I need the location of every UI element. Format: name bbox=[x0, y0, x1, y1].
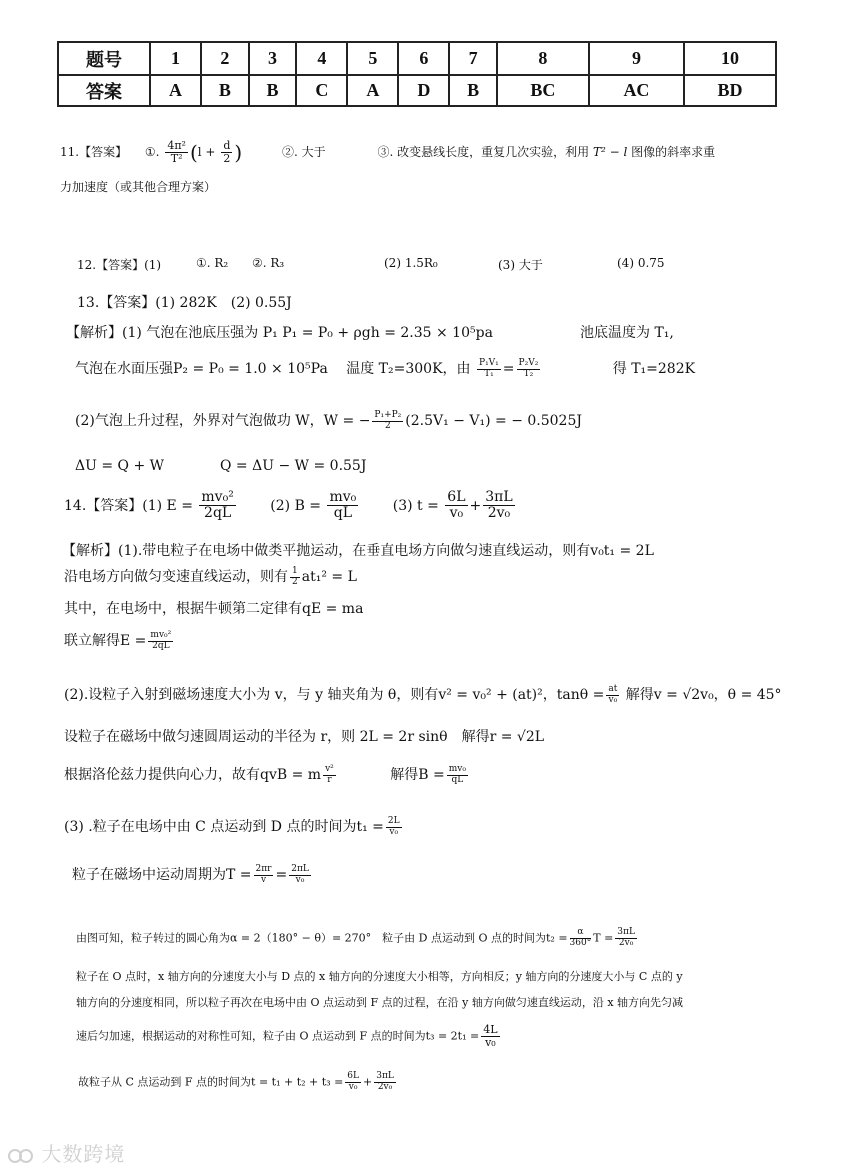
table-cell: 8 bbox=[497, 42, 589, 75]
q14-s10-num1: α bbox=[570, 928, 592, 939]
q13-line3 bbox=[75, 410, 582, 431]
q14-ans-c-frac1 bbox=[445, 490, 467, 522]
q14-s1: 【解析】(1).带电粒子在电场中做类平抛运动，在垂直电场方向做匀速直线运动，则有v₀t₁ = 2L bbox=[62, 543, 654, 559]
table-cell: A bbox=[150, 75, 201, 106]
q14-ans-a-den: 2qL bbox=[204, 505, 232, 522]
q11-part2: ②. 大于 bbox=[282, 145, 326, 160]
q14-s10-b: T = bbox=[593, 931, 614, 945]
q14-s5-num: at bbox=[608, 683, 618, 694]
q14-s8-a: (3) .粒子在电场中由 C 点运动到 D 点的时间为t₁ = bbox=[64, 819, 384, 835]
q14-s4 bbox=[64, 630, 175, 651]
q14-s2 bbox=[64, 566, 357, 587]
q14-s14-frac2 bbox=[374, 1072, 396, 1093]
q14-answer bbox=[64, 490, 517, 522]
q14-s13-a: 速后匀加速，根据运动的对称性可知，粒子由 O 点运动到 F 点的时间为t₃ = 2t₁ = bbox=[76, 1029, 480, 1043]
q14-ans-b-num: mv₀ bbox=[329, 489, 357, 505]
q14-s14-frac1 bbox=[345, 1072, 361, 1093]
q14-s10 bbox=[76, 928, 639, 949]
q13-frac3-num: P₁+P₂ bbox=[374, 409, 402, 420]
q14-s4-den: 2qL bbox=[152, 640, 170, 651]
q14-s14-plus: + bbox=[363, 1075, 373, 1089]
q14-s14-a: 故粒子从 C 点运动到 F 点的时间为t = t₁ + t₂ + t₃ = bbox=[78, 1075, 344, 1089]
q14-s14-num2: 3πL bbox=[376, 1071, 394, 1081]
q14-s14-den2: 2v₀ bbox=[377, 1081, 393, 1092]
table-cell: 6 bbox=[398, 42, 449, 75]
table-head-answer: 答案 bbox=[58, 75, 150, 106]
q14-ans-a-num: mv₀² bbox=[201, 489, 234, 505]
table-cell: 3 bbox=[249, 42, 297, 75]
q13-frac2-num: P₂V₂ bbox=[518, 357, 539, 368]
q14-s9-frac2 bbox=[289, 865, 311, 886]
q14-s14-den1: v₀ bbox=[348, 1081, 358, 1092]
q14-s7-frac bbox=[323, 765, 336, 786]
table-cell: BC bbox=[497, 75, 589, 106]
q14-s14-num1: 6L bbox=[347, 1071, 359, 1081]
q14-s4-a: 联立解得E = bbox=[64, 633, 147, 649]
q14-s10-a: 由图可知，粒子转过的圆心角为α = 2（180° − θ）= 270° 粒子由 D 点运动到 O 点的时间为t₂ = bbox=[76, 931, 568, 945]
q13-frac3 bbox=[372, 411, 403, 432]
q14-s8 bbox=[64, 816, 404, 837]
q11-label: 11.【答案】 bbox=[60, 145, 128, 160]
q14-s5-frac bbox=[606, 685, 619, 706]
q11-line1: 11.【答案】 ①. $\frac{\text{4π²}}{\text{T²}}$ (l + $\frac{d}{2}$ ) ②. 大于 ③. 改变悬线长度，重复几次实验，利用 T² − l 图像的斜率求重 bbox=[60, 139, 716, 166]
q14-s7 bbox=[64, 764, 470, 785]
q14-s9 bbox=[72, 864, 313, 885]
q14-s8-den: v₀ bbox=[389, 826, 399, 837]
q14-ans-c-den1: v₀ bbox=[449, 505, 464, 522]
q14-s2-frac bbox=[290, 567, 300, 588]
q12-d: (3) 大于 bbox=[498, 258, 543, 272]
q12-a: ①. R₂ bbox=[196, 256, 229, 270]
table-cell: 2 bbox=[201, 42, 249, 75]
q13-frac1-num: P₁V₁ bbox=[479, 357, 499, 368]
q11-frac-den: T² bbox=[170, 152, 183, 166]
q14-s8-num: 2L bbox=[387, 815, 400, 826]
q14-s5-den: v₀ bbox=[608, 694, 618, 705]
q11-paren-l: l + bbox=[197, 145, 216, 160]
answer-table bbox=[57, 41, 777, 107]
q14-s7-num2: mv₀ bbox=[448, 763, 466, 774]
table-row-answers bbox=[58, 75, 776, 106]
table-cell: 4 bbox=[296, 42, 347, 75]
q13-frac1 bbox=[477, 359, 501, 380]
table-cell: AC bbox=[589, 75, 684, 106]
q14-s4-frac bbox=[148, 631, 173, 652]
q13-eq: = bbox=[502, 361, 515, 377]
q14-s9-den2: v₀ bbox=[295, 874, 305, 885]
q11-d-fraction bbox=[221, 140, 232, 165]
q14-s5-b: 解得v = √2v₀，θ = 45° bbox=[625, 687, 782, 703]
q14-s9-a: 粒子在磁场中运动周期为T = bbox=[72, 867, 252, 883]
q14-s13-num: 4L bbox=[483, 1023, 498, 1036]
q13-line2a: 气泡在水面压强P₂ = P₀ = 1.0 × 10⁵Pa 温度 T₂=300K，由 bbox=[75, 361, 471, 377]
q14-s3: 其中，在电场中，根据牛顿第二定律有qE = ma bbox=[64, 601, 364, 617]
q11-part3c: 图像的斜率求重 bbox=[631, 145, 716, 160]
q12-label: 12.【答案】(1) bbox=[77, 258, 162, 272]
q11-mark-1: ①. bbox=[144, 145, 160, 160]
q14-s10-num2: 3πL bbox=[617, 927, 635, 937]
q14-s7-a: 根据洛伦兹力提供向心力，故有qvB = m bbox=[64, 767, 322, 783]
q14-ans-c-den2: 2v₀ bbox=[487, 505, 511, 522]
q14-ans-a-frac bbox=[199, 490, 235, 522]
q11-line2: 力加速度（或其他合理方案） bbox=[60, 180, 217, 194]
q14-s6: 设粒子在磁场中做匀速圆周运动的半径为 r，则 2L = 2r sinθ 解得r = √2L bbox=[64, 729, 545, 745]
q14-s5-a: (2).设粒子入射到磁场速度大小为 v，与 y 轴夹角为 θ，则有v² = v₀² + (at)²，tanθ = bbox=[64, 687, 605, 703]
q14-s8-frac bbox=[386, 817, 402, 838]
watermark-text: 大数跨境 bbox=[41, 1142, 126, 1166]
q14-s7-b: 解得B = bbox=[390, 767, 445, 783]
q13-line4a: ΔU = Q + W bbox=[75, 458, 165, 474]
q14-s7-num: v² bbox=[325, 763, 334, 774]
q14-s9-frac1 bbox=[254, 865, 274, 886]
q13-line4b: Q = ΔU − W = 0.55J bbox=[220, 458, 367, 474]
q14-s9-den1: v bbox=[260, 874, 267, 885]
q13-answer: 13.【答案】(1) 282K (2) 0.55J bbox=[77, 295, 292, 311]
q14-s2-b: at₁² = L bbox=[301, 569, 357, 585]
watermark bbox=[8, 1138, 125, 1167]
q13-frac1-den: T₁ bbox=[484, 368, 494, 379]
q13-frac2-den: T₂ bbox=[523, 368, 534, 379]
q14-s12: 轴方向的分速度相同，所以粒子再次在电场中由 O 点运动到 F 点的过程，在沿 y 轴方向做匀速直线运动，沿 x 轴方向先匀减 bbox=[76, 996, 684, 1009]
watermark-logo-icon bbox=[8, 1146, 34, 1166]
q11-d: d bbox=[223, 139, 231, 152]
table-cell: BD bbox=[684, 75, 776, 106]
q14-ans-c-num1: 6L bbox=[447, 489, 466, 505]
q14-s10-frac1 bbox=[570, 928, 592, 949]
q12-e: (4) 0.75 bbox=[617, 256, 665, 270]
q12-c: (2) 1.5R₀ bbox=[384, 256, 438, 270]
q14-ans-b-frac bbox=[327, 490, 358, 522]
q14-s2-a: 沿电场方向做匀变速直线运动，则有 bbox=[64, 569, 288, 585]
q14-s9-eq: = bbox=[275, 867, 288, 883]
q14-s7-frac2 bbox=[447, 765, 468, 786]
q14-s5 bbox=[64, 684, 782, 705]
q12-b: ②. R₃ bbox=[252, 256, 285, 270]
q14-ans-c-plus: + bbox=[469, 497, 482, 514]
table-row-numbers bbox=[58, 42, 776, 75]
q14-s10-frac2 bbox=[615, 928, 637, 949]
q14-s10-den1: 360° bbox=[569, 937, 592, 948]
q13-line2b: 得 T₁=282K bbox=[612, 361, 696, 377]
table-head-number: 题号 bbox=[58, 42, 150, 75]
table-cell: A bbox=[347, 75, 398, 106]
q14-s9-num2: 2πL bbox=[291, 863, 309, 874]
q14-s13-den: v₀ bbox=[485, 1036, 496, 1050]
q13-line1b: 池底温度为 T₁, bbox=[580, 325, 674, 341]
table-cell: 9 bbox=[589, 42, 684, 75]
q13-line3b: (2.5V₁ − V₁) = − 0.5025J bbox=[405, 413, 582, 429]
q14-s11: 粒子在 O 点时，x 轴方向的分速度大小与 D 点的 x 轴方向的分速度大小相等，方向相反；y 轴方向的分速度大小与 C 点的 y bbox=[76, 970, 683, 983]
q13-line1a: 【解析】(1) 气泡在池底压强为 P₁ P₁ = P₀ + ρgh = 2.35 × 10⁵pa bbox=[66, 325, 493, 341]
q14-s4-num: mv₀² bbox=[150, 629, 172, 640]
q11-frac-num: 4π² bbox=[167, 139, 186, 152]
q14-ans-c: (3) t = bbox=[392, 497, 439, 514]
q14-ans-c-frac2 bbox=[483, 490, 514, 522]
table-cell: D bbox=[398, 75, 449, 106]
q14-s2-num: 1 bbox=[292, 565, 298, 576]
q11-fraction bbox=[165, 140, 188, 165]
q14-s10-den2: 2v₀ bbox=[618, 937, 634, 948]
table-cell: 10 bbox=[684, 42, 776, 75]
q11-two: 2 bbox=[223, 152, 231, 166]
q14-s14 bbox=[78, 1072, 398, 1093]
q14-ans-b: (2) B = bbox=[270, 497, 322, 514]
q14-ans-a: 14.【答案】(1) E = bbox=[64, 497, 193, 514]
q14-s13 bbox=[76, 1024, 502, 1049]
q14-s7-den: r bbox=[327, 774, 332, 785]
q13-line3a: (2)气泡上升过程，外界对气泡做功 W，W = − bbox=[75, 413, 371, 429]
q11-part3b: T² − l bbox=[592, 145, 628, 160]
table-cell: B bbox=[449, 75, 497, 106]
q13-line2 bbox=[75, 358, 695, 379]
q14-s13-frac bbox=[481, 1024, 499, 1049]
q14-s2-den: 2 bbox=[292, 576, 298, 587]
q13-frac3-den: 2 bbox=[384, 420, 391, 431]
table-cell: 7 bbox=[449, 42, 497, 75]
table-cell: B bbox=[249, 75, 297, 106]
q11-part3a: ③. 改变悬线长度，重复几次实验，利用 bbox=[377, 145, 590, 160]
table-cell: 1 bbox=[150, 42, 201, 75]
q14-ans-b-den: qL bbox=[333, 505, 353, 522]
q14-s9-num1: 2πr bbox=[255, 863, 272, 874]
q14-s7-den2: qL bbox=[451, 774, 464, 785]
q14-ans-c-num2: 3πL bbox=[485, 489, 513, 505]
table-cell: B bbox=[201, 75, 249, 106]
q13-frac2 bbox=[517, 359, 541, 380]
table-cell: 5 bbox=[347, 42, 398, 75]
table-cell: C bbox=[296, 75, 347, 106]
